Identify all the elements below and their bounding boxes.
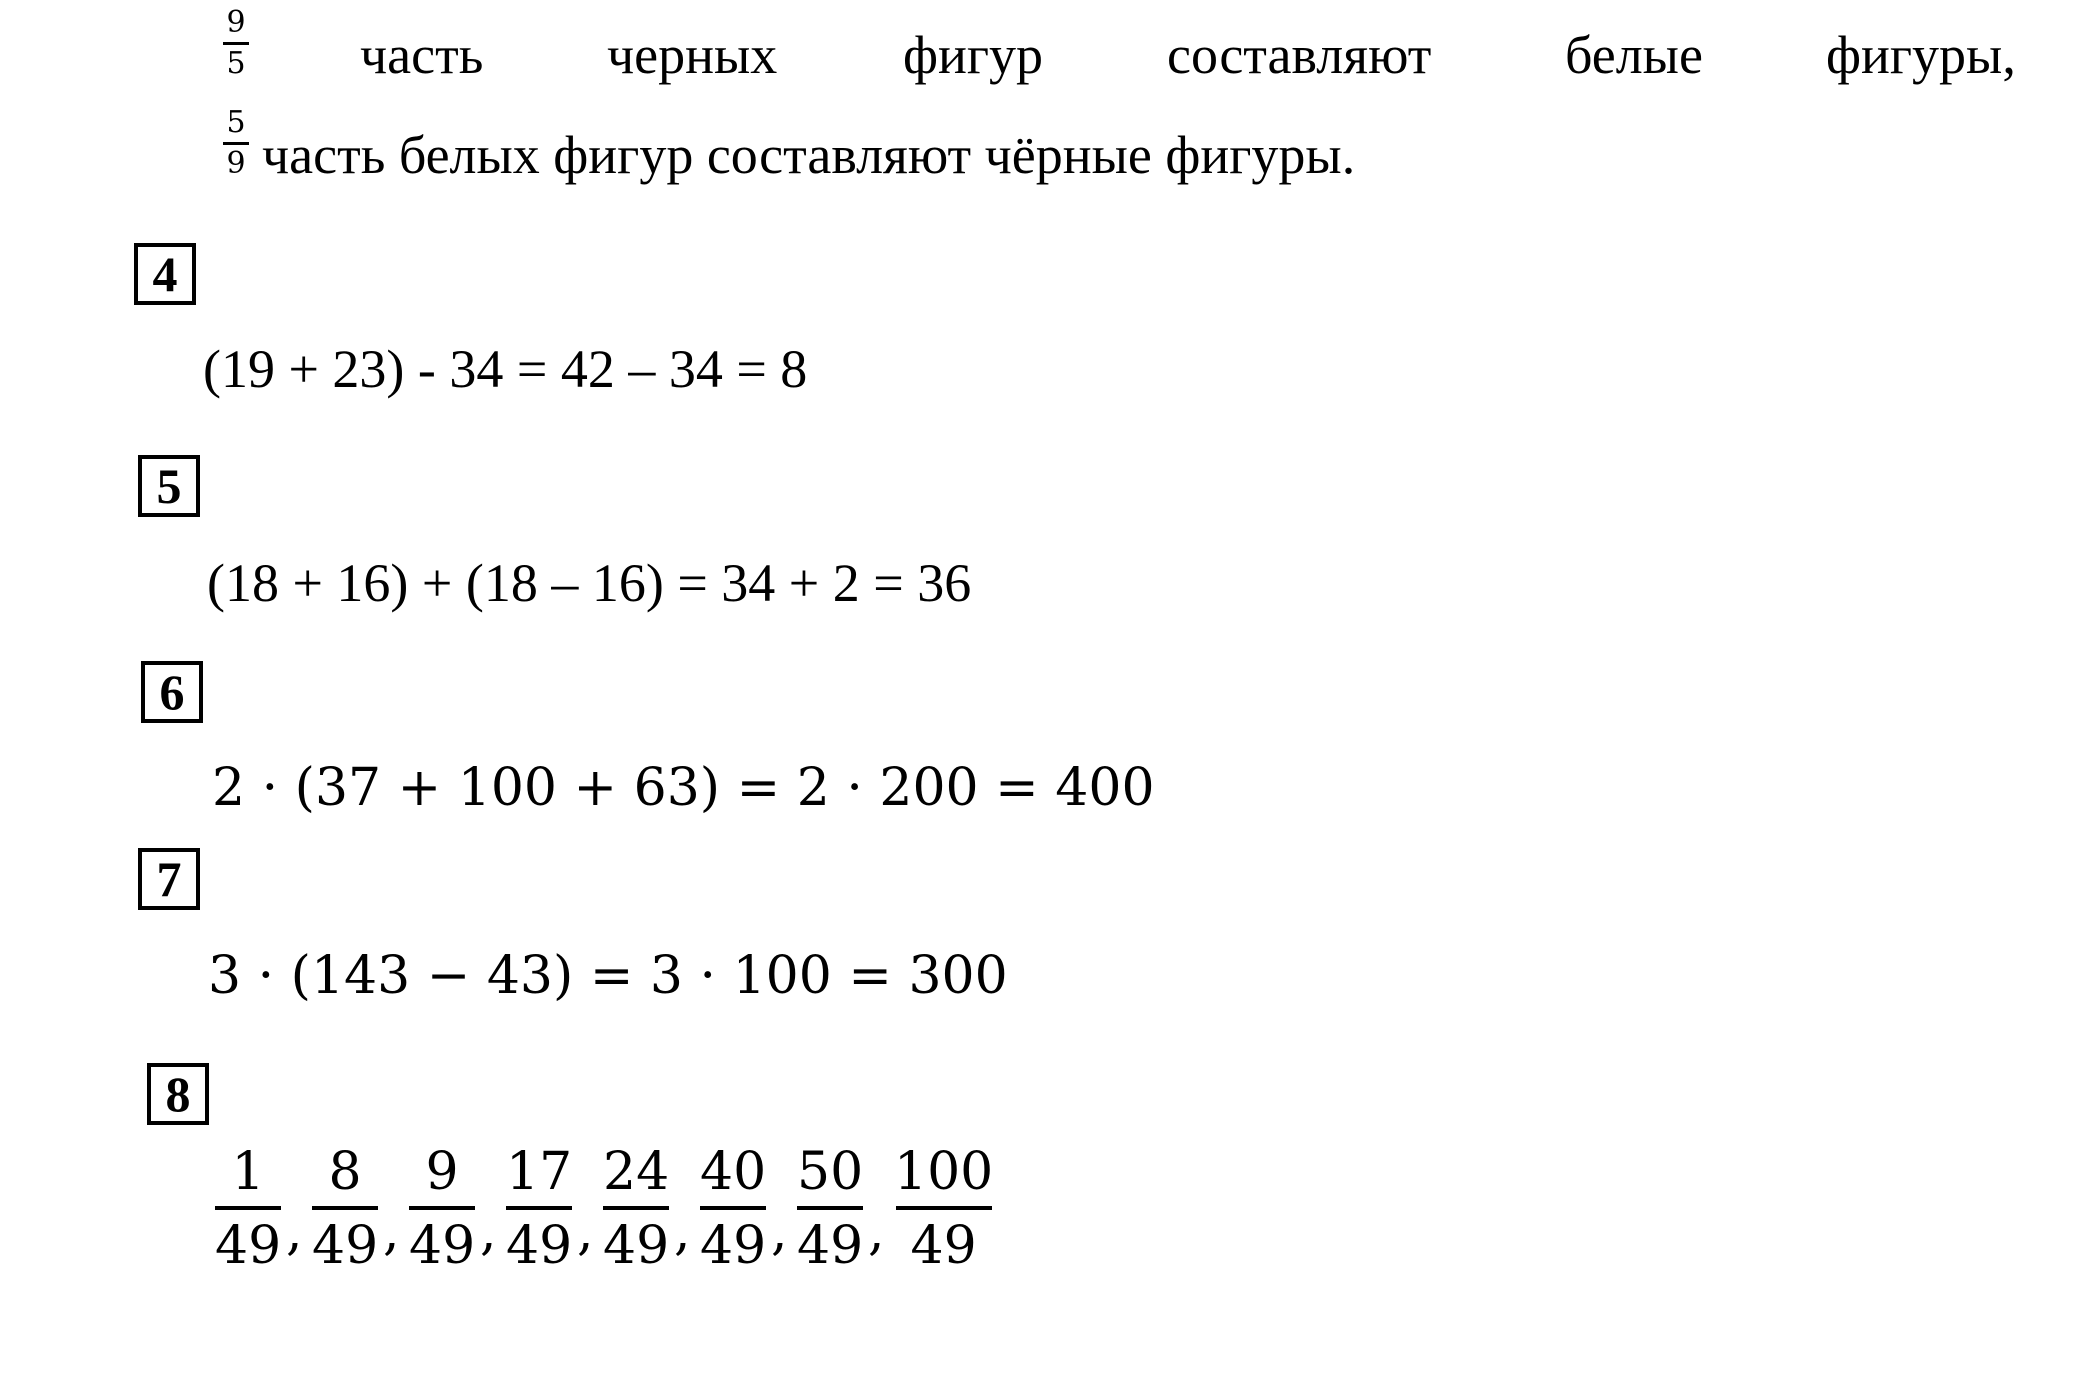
fraction-bar (896, 1206, 992, 1210)
fraction-five-ninths (222, 105, 250, 181)
paragraph-word: фигур (903, 25, 1044, 85)
fraction-numerator: 8 (328, 1142, 362, 1202)
paragraph-word: черных (607, 25, 778, 85)
fraction (215, 1138, 281, 1278)
task-number-box: 8 (147, 1063, 209, 1125)
fraction-bar (506, 1206, 572, 1210)
fraction-separator: , (674, 1202, 691, 1262)
fraction-bar (700, 1206, 766, 1210)
task-solution: (19 + 23) - 34 = 42 – 34 = 8 (203, 339, 808, 399)
task-number-box: 4 (134, 243, 196, 305)
fraction-bar (409, 1206, 475, 1210)
fraction-bar (223, 42, 249, 45)
fraction (700, 1138, 766, 1278)
paragraph-word: часть (360, 25, 484, 85)
paragraph-word: фигуры, (1826, 25, 2016, 85)
paragraph-word: составляют (1167, 25, 1432, 85)
task-solution: 2 · (37 + 100 + 63) = 2 · 200 = 400 (212, 758, 1155, 818)
fraction-numerator: 1 (231, 1142, 265, 1202)
task-number-box: 5 (138, 455, 200, 517)
fraction-bar (797, 1206, 863, 1210)
fraction-bar (312, 1206, 378, 1210)
task-solution: (18 + 16) + (18 – 16) = 34 + 2 = 36 (207, 553, 972, 613)
fraction-numerator: 40 (700, 1142, 767, 1202)
fraction (603, 1138, 669, 1278)
fraction-denominator: 49 (797, 1216, 864, 1276)
fraction-numerator: 50 (797, 1142, 864, 1202)
fraction-denominator: 9 (226, 146, 246, 181)
fraction-numerator: 100 (894, 1142, 994, 1202)
fraction (894, 1138, 993, 1278)
paragraph-word: белые (1565, 25, 1703, 85)
fraction-numerator: 17 (506, 1142, 573, 1202)
fraction (797, 1138, 863, 1278)
fraction (409, 1138, 475, 1278)
fraction-numerator: 24 (603, 1142, 670, 1202)
fraction-numerator: 9 (226, 5, 246, 40)
fraction-separator: , (480, 1202, 497, 1262)
fraction-bar (223, 142, 249, 145)
fraction-bar (215, 1206, 281, 1210)
fraction-bar (603, 1206, 669, 1210)
fraction-denominator: 49 (409, 1216, 476, 1276)
task-solution: 3 · (143 − 43) = 3 · 100 = 300 (208, 946, 1008, 1006)
fraction-separator: , (577, 1202, 594, 1262)
fraction-separator: , (286, 1202, 303, 1262)
fraction-denominator: 49 (215, 1216, 282, 1276)
fraction (506, 1138, 572, 1278)
fraction-nine-fifths (222, 5, 250, 81)
task-number-box: 6 (141, 661, 203, 723)
fraction (312, 1138, 378, 1278)
task-number-box: 7 (138, 848, 200, 910)
fraction-denominator: 49 (910, 1216, 977, 1276)
fraction-separator: , (383, 1202, 400, 1262)
fraction-denominator: 49 (312, 1216, 379, 1276)
paragraph-line: часть белых фигур составляют чёрные фигуры. (262, 125, 1356, 185)
fraction-numerator: 9 (425, 1142, 459, 1202)
fraction-denominator: 5 (226, 46, 246, 81)
fraction-denominator: 49 (506, 1216, 573, 1276)
fraction-numerator: 5 (226, 105, 246, 140)
fraction-separator: , (771, 1202, 788, 1262)
fraction-denominator: 49 (603, 1216, 670, 1276)
fraction-separator: , (868, 1202, 885, 1262)
fraction-denominator: 49 (700, 1216, 767, 1276)
